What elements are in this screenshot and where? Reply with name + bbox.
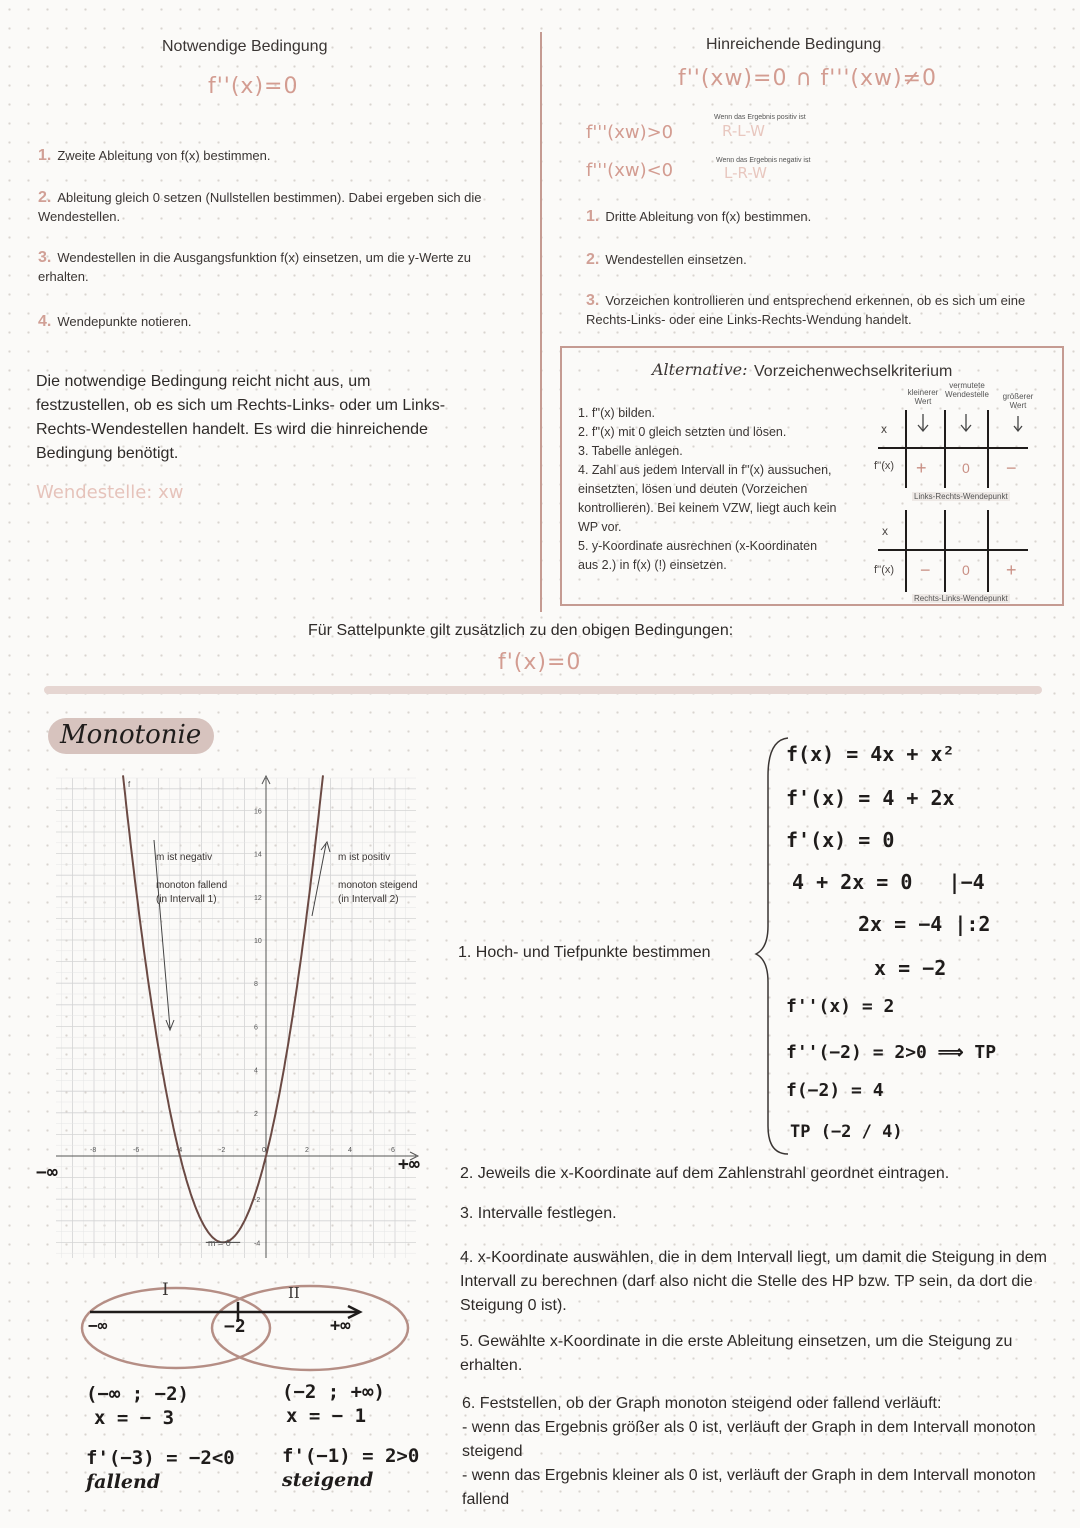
- hinreichend-step-2: 2. Wendestellen einsetzen.: [586, 251, 747, 268]
- column-divider: [540, 32, 542, 612]
- graph-svg: [30, 770, 450, 1270]
- monotonie-step-5: 5. Gewählte x-Koordinate in die erste Ableitung einsetzen, um die Steigung zu erhalten.: [460, 1333, 1013, 1374]
- number-line: [76, 1278, 416, 1388]
- interval-1-calc: f'(−3) = −2<0: [86, 1447, 235, 1469]
- alt-step-5: 5. y-Koordinate ausrechnen (x-Koordinaten aus 2.) in f(x) (!) einsetzen.: [578, 539, 818, 572]
- fallend-arrow: [154, 840, 170, 1028]
- numline-mid: −2: [224, 1316, 246, 1337]
- sign-tables: [868, 378, 1058, 604]
- graph-steigend-sub: (in Intervall 2): [338, 894, 399, 905]
- notwendig-note: Die notwendige Bedingung reicht nicht aus, um festzustellen, ob es sich um Rechts-Links- oder um Links-Rechts-Wendestellen handelt. Es wird die hinreichende Bedingung benötigt.: [36, 373, 446, 462]
- neg-result: L-R-W: [724, 164, 767, 182]
- monotonie-step-4: 4. x-Koordinate auswählen, die in dem Intervall liegt, um damit die Steigung in dem Intervall zu berechnen (darf also nicht die Stelle des HP bzw. TP sein, da dort die Steigung 0 ist).: [460, 1249, 1047, 1314]
- graph-m-negative: m ist negativ: [156, 852, 213, 863]
- interval-2-range: (−2 ; +∞): [282, 1381, 385, 1403]
- y-tick-label: -4: [254, 1240, 261, 1248]
- graph-minus-inf: −∞: [36, 1162, 58, 1183]
- x-tick-label: -2: [219, 1147, 226, 1154]
- y-tick-label: 10: [254, 938, 262, 945]
- monotonie-step-1: 1. Hoch- und Tiefpunkte bestimmen: [458, 944, 711, 961]
- table1-sign-1: +: [916, 458, 927, 478]
- notwendig-formula: f''(x)=0: [208, 74, 299, 99]
- col-label-suspected: vermutete Wendestelle: [945, 381, 989, 399]
- monotonie-step-2: 2. Jeweils die x-Koordinate auf dem Zahlenstrahl geordnet eintragen.: [460, 1165, 950, 1182]
- alt-step-2: 2. f''(x) mit 0 gleich setzten und lösen.: [578, 425, 787, 439]
- notwendig-title: Notwendige Bedingung: [162, 38, 328, 55]
- monotonie-step-6-a: - wenn das Ergebnis größer als 0 ist, verläuft der Graph in dem Intervall monoton steigend: [462, 1419, 1036, 1460]
- calc-line-2: f'(x) = 4 + 2x: [786, 786, 955, 810]
- calc-line-4: 4 + 2x = 0 |−4: [792, 870, 985, 894]
- numline-roman-2: II: [288, 1284, 300, 1302]
- wendestelle-label: Wendestelle: xw: [36, 482, 184, 503]
- alt-step-3: 3. Tabelle anlegen.: [578, 444, 683, 458]
- alt-step-4: 4. Zahl aus jedem Intervall in f''(x) aussuchen, einsetzten, lösen und deuten (Vorzeichen kontrollieren). Bei keinem VZW, liegt auch kein WP vor.: [578, 463, 837, 534]
- y-tick-label: 12: [254, 894, 262, 902]
- graph-m-zero: m = 0: [208, 1238, 231, 1248]
- y-tick-label: 2: [254, 1110, 258, 1118]
- table2-caption: Rechts-Links-Wendepunkt: [914, 594, 1008, 603]
- interval-2: [282, 1380, 419, 1492]
- table2-row-x: x: [882, 524, 888, 538]
- interval-1-range: (−∞ ; −2): [86, 1383, 189, 1405]
- number-line-svg: [76, 1278, 416, 1388]
- notwendig-step-3: 3. Wendestellen in die Ausgangsfunktion f(x) einsetzen, um die y-Werte zu erhalten.: [38, 249, 471, 284]
- numline-right: +∞: [330, 1316, 351, 1336]
- numline-left: −∞: [88, 1316, 108, 1335]
- calc-line-3: f'(x) = 0: [786, 828, 895, 852]
- y-tick-label: -2: [254, 1197, 261, 1205]
- y-tick-label: 4: [254, 1067, 258, 1075]
- table1-row-f: f''(x): [874, 460, 895, 472]
- hinreichend-step-3: 3. Vorzeichen kontrollieren und entsprechend erkennen, ob es sich um eine Rechts-Links- oder eine Links-Rechts-Wendung handelt.: [586, 292, 1026, 327]
- calc-line-9: f(−2) = 4: [786, 1080, 884, 1101]
- calc-line-6: x = −2: [874, 956, 947, 980]
- col-label-larger: größerer Wert: [1002, 392, 1034, 410]
- section-separator: [44, 686, 1042, 694]
- notwendig-step-2: 2. Ableitung gleich 0 setzen (Nullstellen bestimmen). Dabei ergeben sich die Wendestellen.: [38, 189, 482, 224]
- monotonie-title: Monotonie: [60, 720, 202, 750]
- interval-2-x: x = − 1: [286, 1405, 367, 1427]
- table2-row-f: f''(x): [874, 564, 895, 576]
- calc-line-7: f''(x) = 2: [786, 996, 895, 1017]
- alternative-label: Alternative:: [652, 360, 748, 379]
- y-tick-label: 8: [254, 981, 258, 989]
- hinreichend-step-1: 1. Dritte Ableitung von f(x) bestimmen.: [586, 208, 812, 225]
- neg-note: Wenn das Ergebnis negativ ist: [716, 157, 811, 164]
- pos-result: R-L-W: [722, 122, 765, 140]
- monotonie-graph: [30, 770, 450, 1270]
- table1-row-x: x: [881, 422, 887, 436]
- alternative-title: Vorzeichenwechselkriterium: [754, 363, 953, 380]
- graph-plus-inf: +∞: [398, 1154, 420, 1175]
- hinreichend-formula: f''(xw)=0 ∩ f'''(xw)≠0: [678, 66, 938, 91]
- alt-step-1: 1. f''(x) bilden.: [578, 406, 656, 420]
- interval-1-result: fallend: [86, 1471, 161, 1493]
- interval-2-calc: f'(−1) = 2>0: [282, 1445, 420, 1467]
- monotonie-step-3: 3. Intervalle festlegen.: [460, 1205, 617, 1222]
- table1-sign-2: 0: [962, 460, 970, 476]
- x-tick-label: 2: [305, 1147, 309, 1154]
- table1-sign-3: −: [1006, 458, 1017, 478]
- interval-2-result: steigend: [282, 1469, 374, 1491]
- graph-m-positive: m ist positiv: [338, 852, 391, 863]
- graph-fallend: monoton fallend: [156, 880, 228, 891]
- table2-sign-3: +: [1006, 560, 1017, 580]
- calc-line-8: f''(−2) = 2>0 ⟹ TP: [786, 1042, 997, 1063]
- monotonie-step-6-b: - wenn das Ergebnis kleiner als 0 ist, verläuft der Graph in dem Intervall monoton fallend: [462, 1467, 1036, 1508]
- monotonie-step-6-head: 6. Feststellen, ob der Graph monoton steigend oder fallend verläuft:: [462, 1395, 942, 1412]
- y-tick-label: 16: [254, 808, 262, 816]
- graph-fallend-sub: (in Intervall 1): [156, 894, 217, 905]
- y-tick-label: 6: [254, 1024, 258, 1032]
- alternative-steps: [578, 404, 840, 575]
- monotonie-step-6: [462, 1392, 1062, 1512]
- calc-line-1: f(x) = 4x + x²: [786, 742, 955, 766]
- table2-sign-2: 0: [962, 562, 970, 578]
- interval-1-x: x = − 3: [94, 1407, 175, 1429]
- hinreichend-title: Hinreichende Bedingung: [706, 36, 882, 53]
- y-tick-label: 14: [254, 851, 262, 859]
- x-tick-label: -4: [176, 1147, 183, 1154]
- table2-sign-1: −: [920, 560, 931, 580]
- interval-1: [86, 1382, 235, 1494]
- pos-formula: f'''(xw)>0: [586, 122, 674, 143]
- x-tick-label: 4: [348, 1147, 352, 1154]
- numline-roman-1: I: [162, 1280, 169, 1300]
- calc-line-10: TP (−2 / 4): [790, 1122, 903, 1142]
- x-tick-label: 6: [391, 1147, 395, 1154]
- calc-line-5: 2x = −4 |:2: [858, 912, 991, 936]
- graph-f-label: f: [128, 780, 131, 789]
- neg-formula: f'''(xw)<0: [586, 160, 674, 181]
- x-tick-label: -6: [133, 1147, 140, 1154]
- sattel-text: Für Sattelpunkte gilt zusätzlich zu den obigen Bedingungen:: [308, 622, 734, 639]
- table1-caption: Links-Rechts-Wendepunkt: [914, 492, 1008, 501]
- notwendig-step-1: 1. Zweite Ableitung von f(x) bestimmen.: [38, 147, 271, 164]
- graph-steigend: monoton steigend: [338, 880, 418, 891]
- pos-note: Wenn das Ergebnis positiv ist: [714, 114, 806, 121]
- x-tick-label: -8: [90, 1147, 97, 1154]
- col-label-smaller: kleinerer Wert: [907, 388, 939, 406]
- notwendig-step-4: 4. Wendepunkte notieren.: [38, 313, 192, 330]
- x-tick-label: 0: [262, 1147, 266, 1154]
- sattel-formula: f'(x)=0: [498, 650, 582, 675]
